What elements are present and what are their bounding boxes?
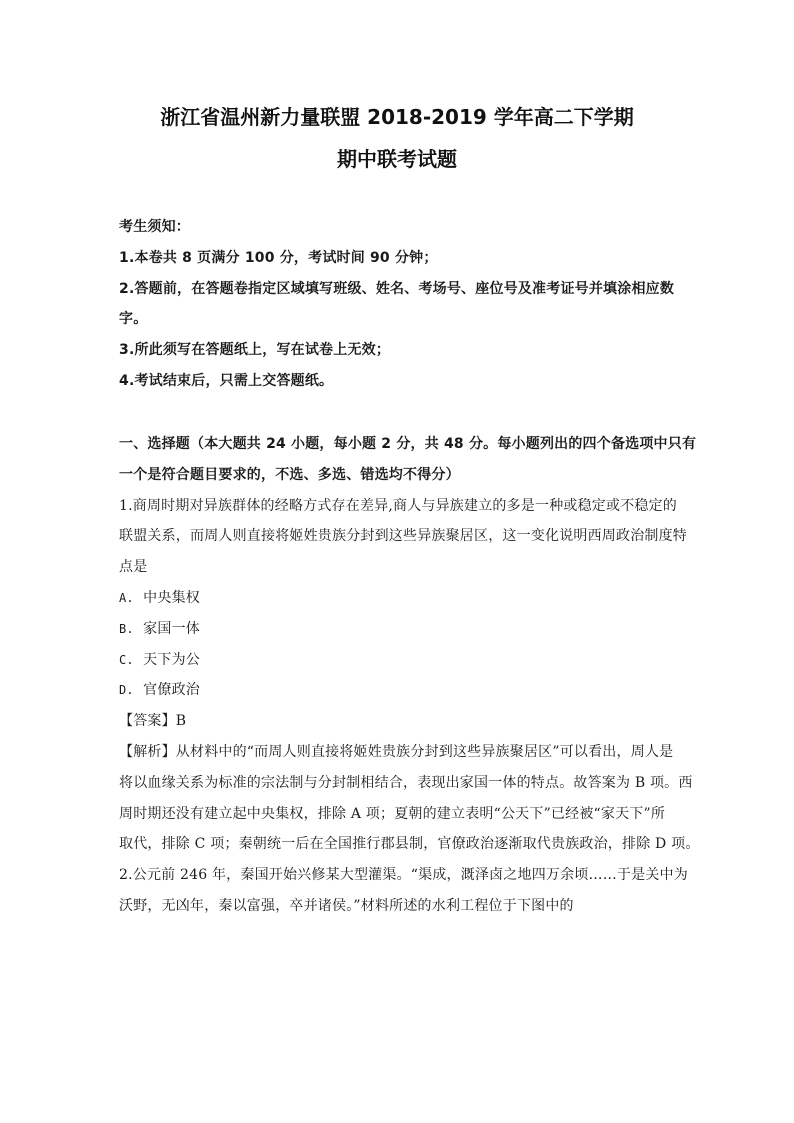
option-a bbox=[119, 583, 679, 614]
question-stem: 沃野，无凶年，秦以富强，卒并诸侯。”材料所述的水利工程位于下图中的 bbox=[119, 897, 574, 914]
option-text: 家国一体 bbox=[143, 620, 200, 637]
question-2 bbox=[119, 860, 688, 922]
option-c bbox=[119, 645, 679, 676]
option-text: 官僚政治 bbox=[143, 682, 200, 699]
analysis-line: 周时期还没有建立起中央集权，排除 A 项；夏朝的建立表明“公天下”已经被“家天下”所 bbox=[119, 805, 666, 822]
option-letter: A. bbox=[119, 590, 134, 605]
option-b bbox=[119, 614, 679, 645]
analysis-line: 【解析】从材料中的“而周人则直接将姬姓贵族分封到这些异族聚居区”可以看出，周人是 bbox=[119, 743, 674, 760]
section-heading: 一个是符合题目要求的，不选、多选、错选均不得分） bbox=[119, 466, 460, 483]
section-heading: 一、选择题（本大题共 24 小题，每小题 2 分，共 48 分。每小题列出的四个备选项中只有 bbox=[119, 436, 697, 452]
notice-item: 2.答题前，在答题卷指定区域填写班级、姓名、考场号、座位号及准考证号并填涂相应数 bbox=[119, 280, 675, 297]
notice-heading: 考生须知： bbox=[119, 219, 190, 235]
notice-item: 字。 bbox=[119, 311, 148, 328]
candidate-notice bbox=[119, 212, 679, 397]
option-text: 中央集权 bbox=[143, 589, 200, 606]
analysis-line: 将以血缘关系为标准的宗法制与分封制相结合，表现出家国一体的特点。故答案为 B 项。西 bbox=[119, 774, 693, 791]
question-stem: 2.公元前 246 年，秦国开始兴修某大型灌渠。“渠成，溉泽卤之地四万余顷……于是关中为 bbox=[119, 867, 688, 884]
question-stem: 点是 bbox=[119, 559, 148, 576]
option-letter: C. bbox=[119, 652, 134, 667]
notice-item: 3.所此须写在答题纸上，写在试卷上无效； bbox=[119, 342, 391, 359]
exam-title-line-1: 浙江省温州新力量联盟 2018-2019 学年高二下学期 bbox=[160, 105, 634, 129]
answer: 【答案】B bbox=[119, 713, 187, 730]
multiple-choice-section bbox=[119, 429, 700, 922]
option-letter: B. bbox=[119, 621, 134, 636]
option-text: 天下为公 bbox=[143, 651, 200, 668]
question-stem: 联盟关系，而周人则直接将姬姓贵族分封到这些异族聚居区，这一变化说明西周政治制度特 bbox=[119, 528, 687, 545]
notice-item: 1.本卷共 8 页满分 100 分，考试时间 90 分钟； bbox=[119, 249, 438, 266]
question-1 bbox=[119, 491, 700, 861]
question-stem: 1.商周时期对异族群体的经略方式存在差异,商人与异族建立的多是一种或稳定或不稳定的 bbox=[119, 497, 678, 514]
notice-item: 4.考试结束后，只需上交答题纸。 bbox=[119, 372, 334, 389]
option-letter: D. bbox=[119, 683, 134, 698]
exam-title-line-2: 期中联考试题 bbox=[337, 147, 457, 171]
option-d bbox=[119, 675, 679, 706]
analysis-line: 取代，排除 C 项；秦朝统一后在全国推行郡县制，官僚政治逐渐取代贵族政治，排除 D 项。 bbox=[119, 836, 700, 853]
